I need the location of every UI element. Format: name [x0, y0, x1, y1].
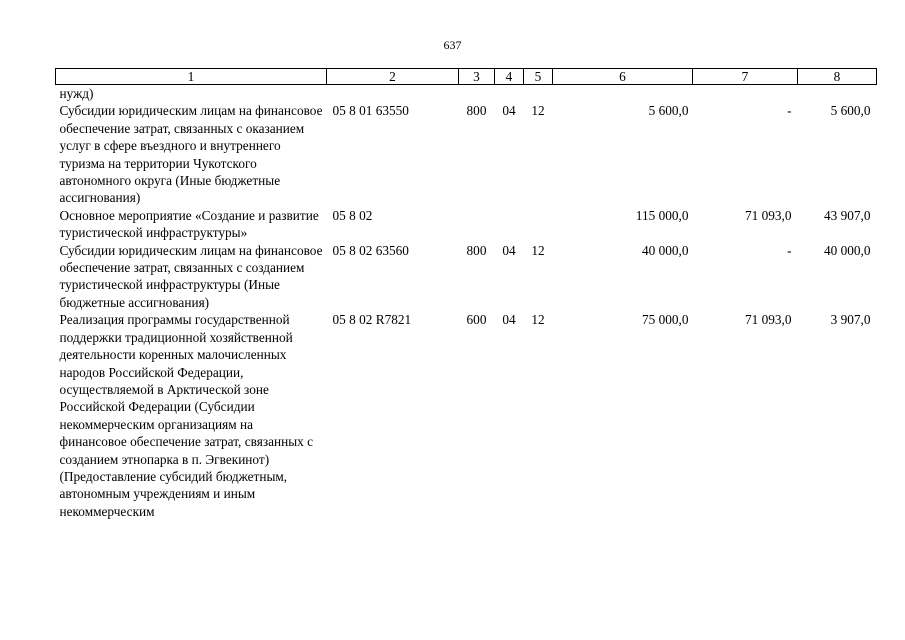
header-row — [56, 69, 877, 85]
row-col-7: - — [787, 103, 792, 119]
row-col-6: 5 600,0 — [648, 103, 689, 119]
row-col-3 — [459, 207, 495, 242]
continuation-row — [56, 85, 877, 103]
row-col-6: 75 000,0 — [641, 312, 689, 328]
row-col-4: 04 — [502, 103, 516, 119]
row-name: Реализация программы государственной поддержки традиционной хозяйственной деятельности коренных малочисленных народов Российской Федерации, осуществляемой в Арктической зоне Российской Федерации (Субсидии некоммерческим организациям на финансовое обеспечение затрат, связанных с созданием этнопарка в п. Эгвекинот) (Предоставление субсидий бюджетным, автономным учреждениям и иным некоммерческим — [59, 312, 314, 519]
row-col-3: 800 — [466, 242, 487, 258]
row-col-5: 12 — [531, 103, 545, 119]
row-col-6: 40 000,0 — [641, 242, 689, 258]
row-name: Субсидии юридическим лицам на финансовое обеспечение затрат, связанных с оказанием услуг в сфере въездного и внутреннего туризма на территории Чукотского автономного округа (Иные бюджетные ассигнования) — [59, 103, 323, 206]
row-col-8: 43 907,0 — [823, 207, 871, 223]
row-name: Основное мероприятие «Создание и развитие туристической инфраструктуры» — [59, 207, 319, 241]
row-code: 05 8 02 R7821 — [332, 312, 412, 328]
header-col-2: 2 — [327, 69, 459, 85]
page-number: 637 — [443, 38, 462, 52]
continuation-text: нужд) — [59, 86, 94, 101]
row-col-4: 04 — [502, 312, 516, 328]
table-row — [56, 242, 877, 312]
row-code: 05 8 02 — [332, 207, 373, 223]
header-col-1: 1 — [56, 69, 327, 85]
row-col-3: 600 — [466, 312, 487, 328]
row-col-8: 5 600,0 — [830, 103, 871, 119]
budget-table — [55, 68, 877, 520]
row-code: 05 8 02 63560 — [332, 242, 409, 258]
header-col-4: 4 — [495, 69, 524, 85]
header-col-3: 3 — [459, 69, 495, 85]
row-col-5: 12 — [531, 312, 545, 328]
table-row — [56, 207, 877, 242]
row-code: 05 8 01 63550 — [332, 103, 409, 119]
row-col-3: 800 — [466, 103, 487, 119]
row-col-7: 71 093,0 — [744, 312, 792, 328]
table-row — [56, 311, 877, 520]
row-col-8: 40 000,0 — [823, 242, 871, 258]
row-col-4: 04 — [502, 242, 516, 258]
header-col-6: 6 — [553, 69, 693, 85]
row-col-6: 115 000,0 — [635, 207, 689, 223]
header-col-5: 5 — [524, 69, 553, 85]
header-col-8: 8 — [798, 69, 877, 85]
row-col-5: 12 — [531, 242, 545, 258]
row-col-7: - — [787, 242, 792, 258]
row-name: Субсидии юридическим лицам на финансовое обеспечение затрат, связанных с созданием туристической инфраструктуры (Иные бюджетные ассигнования) — [59, 242, 323, 310]
header-col-7: 7 — [693, 69, 798, 85]
row-col-4 — [495, 207, 524, 242]
row-col-5 — [524, 207, 553, 242]
row-col-8: 3 907,0 — [830, 312, 871, 328]
row-col-7: 71 093,0 — [744, 207, 792, 223]
table-row — [56, 102, 877, 206]
